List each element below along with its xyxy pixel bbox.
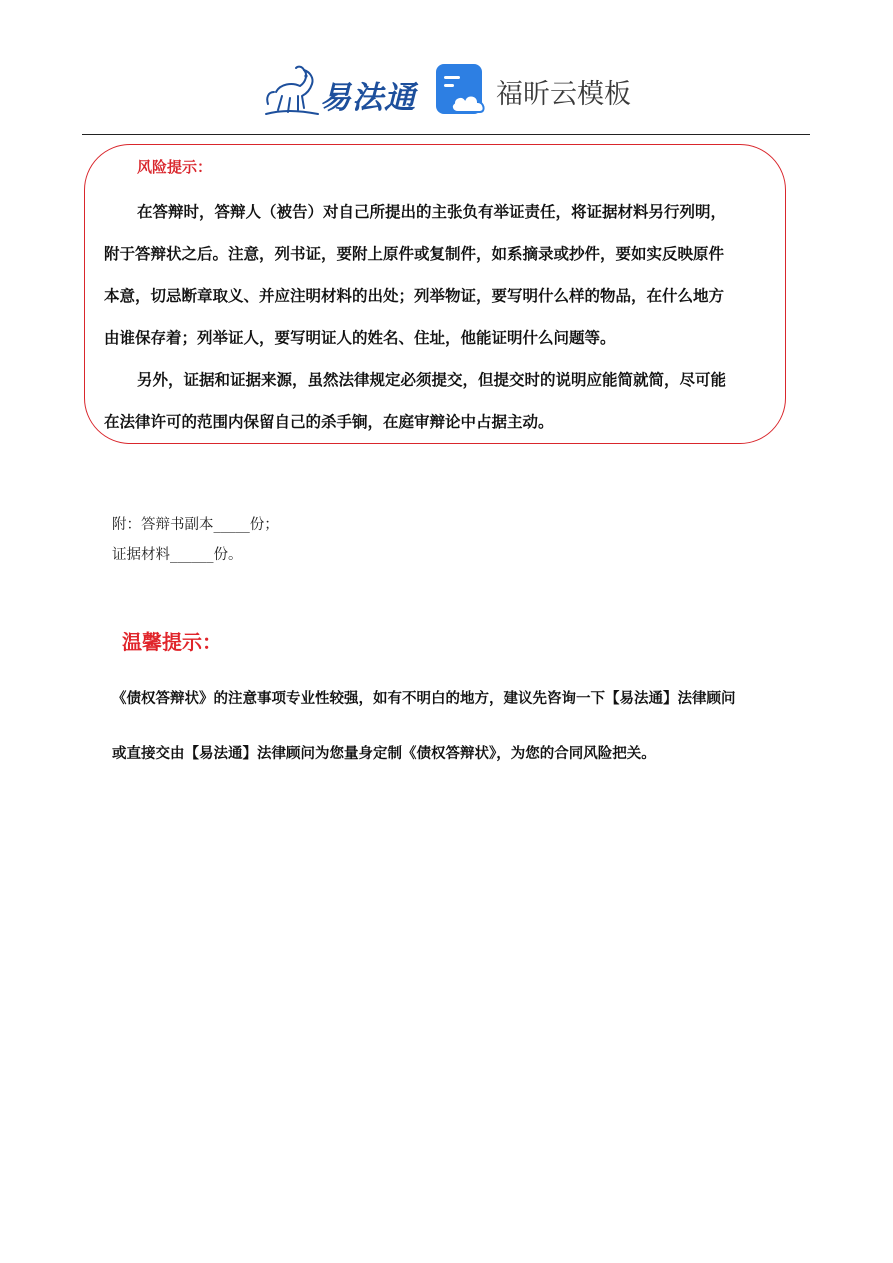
risk-warning-line: 由谁保存着；列举证人，要写明证人的姓名、住址，他能证明什么问题等。 (104, 329, 616, 347)
foxit-template-logo (436, 64, 636, 118)
risk-warning-line: 在法律许可的范围内保留自己的杀手锏，在庭审辩论中占据主动。 (104, 413, 554, 431)
page-header (0, 58, 893, 122)
tips-line: 或直接交由【易法通】法律顾问为您量身定制《债权答辩状》，为您的合同风险把关。 (112, 745, 656, 762)
foxit-template-logo-text: 福昕云模板 (496, 79, 631, 110)
risk-warning-line: 在答辩时，答辩人（被告）对自己所提出的主张负有举证责任，将证据材料另行列明， (137, 203, 727, 221)
attachment-evidence-line: 证据材料______份。 (112, 547, 243, 563)
header-divider (82, 134, 810, 135)
horse-emblem-icon (262, 62, 320, 118)
risk-warning-line: 附于答辩状之后。注意，列书证，要附上原件或复制件，如系摘录或抄件，要如实反映原件 (104, 245, 725, 263)
tips-line: 《债权答辩状》的注意事项专业性较强，如有不明白的地方，建议先咨询一下【易法通】法律顾问 (112, 690, 736, 707)
yifatong-logo-text: 易法通 (320, 80, 416, 116)
risk-warning-line: 另外，证据和证据来源，虽然法律规定必须提交，但提交时的说明应能简就简，尽可能 (137, 371, 727, 389)
risk-warning-line: 本意，切忌断章取义、并应注明材料的出处；列举物证，要写明什么样的物品，在什么地方 (104, 287, 725, 305)
tips-title: 温馨提示： (122, 630, 222, 654)
attachment-copies-line: 附：答辩书副本_____份； (112, 517, 279, 533)
risk-warning-title: 风险提示： (137, 158, 213, 176)
yifatong-logo (262, 62, 416, 118)
cloud-document-icon (436, 64, 488, 116)
